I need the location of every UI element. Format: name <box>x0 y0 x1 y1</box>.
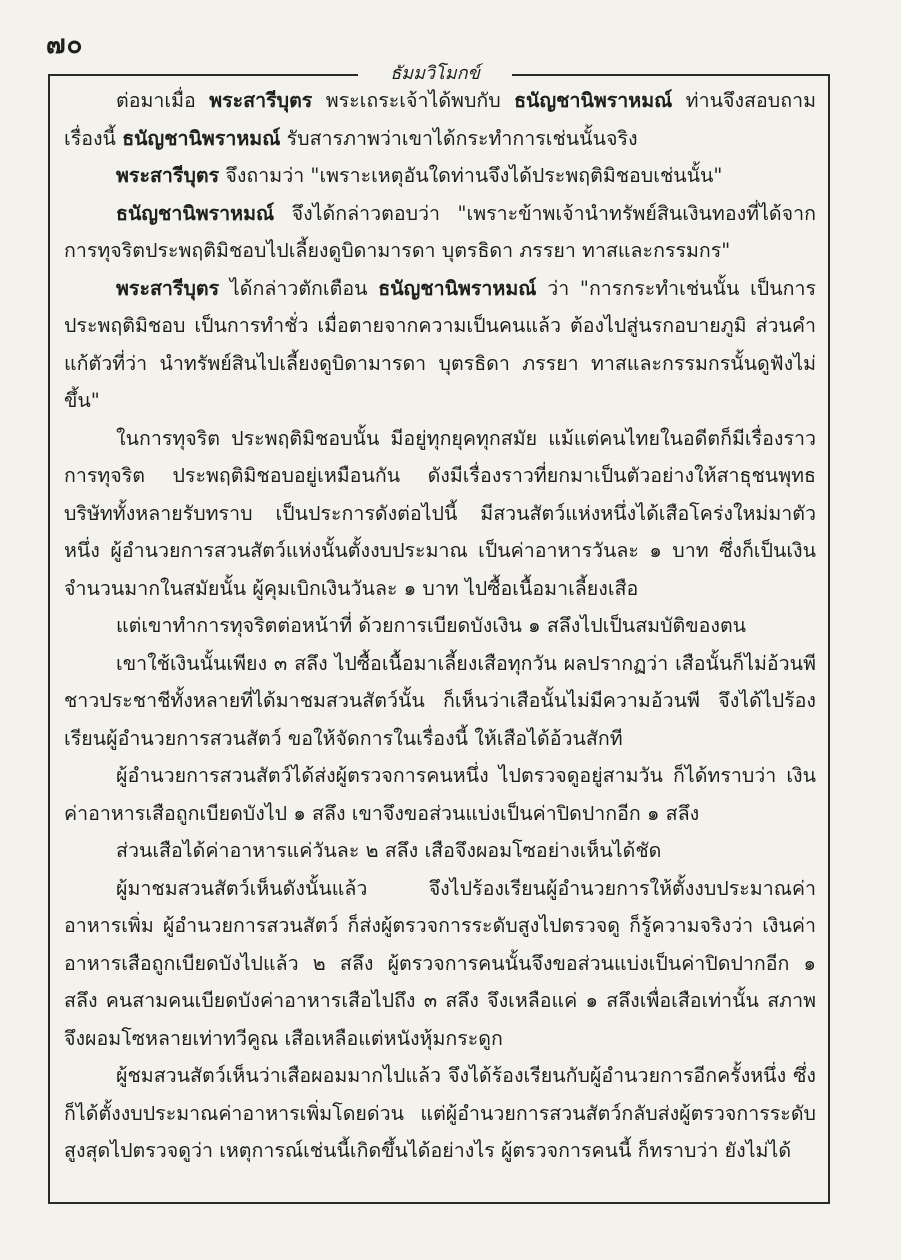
bold-name: ธนัญชานิพราหมณ์ <box>122 126 281 150</box>
bold-name: ธนัญชานิพราหมณ์ <box>116 201 275 225</box>
text-span: ผู้มาชมสวนสัตว์เห็นดังนั้นแล้ว จึงไปร้องเรียนผู้อำนวยการให้ตั้งงบประมาณค่าอาหารเพิ่ม ผู้อำนวยการสวนสัตว์ ก็ส่งผู้ตรวจการระดับสูงไปตรวจดู ก็รู้ความจริงว่า เงินค่าอาหารเสือถูกเบียดบังไปแล้ว ๒ สลึง ผู้ตรวจการคนนั้นจึงขอส่วนแบ่งเป็นค่าปิดปากอีก ๑ สลึง คนสามคนเบียดบังค่าอาหารเสือไปถึง ๓ สลึง จึงเหลือแค่ ๑ สลึงเพื่อเสือเท่านั้น สภาพจึงผอมโซหลายเท่าทวีคูณ เสือเหลือแต่หนังหุ้มกระดูก <box>64 876 816 1050</box>
paragraph <box>64 195 816 270</box>
text-span: จึงถามว่า "เพราะเหตุอันใดท่านจึงได้ประพฤติมิชอบเช่นนั้น" <box>219 164 723 187</box>
bold-name: พระสารีบุตร <box>209 89 313 112</box>
text-span: ต่อมาเมื่อ <box>116 89 210 112</box>
paragraph <box>64 157 816 195</box>
frame-top-rule-left <box>48 74 358 76</box>
text-span: ผู้อำนวยการสวนสัตว์ได้ส่งผู้ตรวจการคนหนึ่ง ไปตรวจดูอยู่สามวัน ก็ได้ทราบว่า เงินค่าอาหารเสือถูกเบียดบังไป ๑ สลึง เขาจึงขอส่วนแบ่งเป็นค่าปิดปากอีก ๑ สลึง <box>64 764 816 825</box>
paragraph <box>64 607 816 645</box>
frame-top-rule-right <box>512 74 830 76</box>
bold-name: ธนัญชานิพราหมณ์ <box>514 89 673 112</box>
text-span: ว่า "การกระทำเช่นนั้น เป็นการประพฤติมิชอบ เป็นการทำชั่ว เมื่อตายจากความเป็นคนแล้ว ต้องไปสู่นรกอบายภูมิ ส่วนคำแก้ตัวที่ว่า นำทรัพย์สินไปเลี้ยงดูบิดามารดา บุตรธิดา ภรรยา ทาสและกรรมกรนั้นดูฟังไม่ขึ้น" <box>64 276 816 412</box>
bold-name: ธนัญชานิพราหมณ์ <box>378 276 537 300</box>
text-span: ส่วนเสือได้ค่าอาหารแค่วันละ ๒ สลึง เสือจึงผอมโซอย่างเห็นได้ชัด <box>116 839 662 862</box>
body-text <box>64 82 816 1170</box>
running-header: ธัมมวิโมกข์ <box>390 63 480 84</box>
bold-name: พระสารีบุตร <box>116 276 220 300</box>
text-span: แต่เขาทำการทุจริตต่อหน้าที่ ด้วยการเบียดบังเงิน ๑ สลึงไปเป็นสมบัติของตน <box>116 614 747 637</box>
paragraph <box>64 870 816 1058</box>
page-number: ๗๐ <box>46 30 84 60</box>
paragraph <box>64 832 816 870</box>
text-span: จึงได้กล่าวตอบว่า "เพราะข้าพเจ้านำทรัพย์สินเงินทองที่ได้จากการทุจริตประพฤติมิชอบไปเลี้ยงดูบิดามารดา บุตรธิดา ภรรยา ทาสและกรรมกร" <box>64 201 816 262</box>
text-span: พระเถระเจ้าได้พบกับ <box>312 89 515 112</box>
text-span: ผู้ชมสวนสัตว์เห็นว่าเสือผอมมากไปแล้ว จึงได้ร้องเรียนกับผู้อำนวยการอีกครั้งหนึ่ง ซึ่งก็ได้ตั้งงบประมาณค่าอาหารเพิ่มโดยด่วน แต่ผู้อำนวยการสวนสัตว์กลับส่งผู้ตรวจการระดับสูงสุดไปตรวจดูว่า เหตุการณ์เช่นนี้เกิดขึ้นได้อย่างไร ผู้ตรวจการคนนี้ ก็ทราบว่า ยังไม่ได้ <box>64 1064 816 1162</box>
text-span: ได้กล่าวตักเตือน <box>219 276 379 300</box>
text-span: ท่านจึงสอบถามเรื่องนี้ <box>64 89 816 150</box>
text-span: เขาใช้เงินนั้นเพียง ๓ สลึง ไปซื้อเนื้อมาเลี้ยงเสือทุกวัน ผลปรากฏว่า เสือนั้นก็ไม่อ้วนพี ชาวประชาชีทั้งหลายที่ได้มาชมสวนสัตว์นั้น ก็เห็นว่าเสือนั้นไม่มีความอ้วนพี จึงได้ไปร้องเรียนผู้อำนวยการสวนสัตว์ ขอให้จัดการในเรื่องนี้ ให้เสือได้อ้วนสักที <box>64 651 816 750</box>
text-span: รับสารภาพว่าเขาได้กระทำการเช่นนั้นจริง <box>280 126 638 150</box>
paragraph <box>64 645 816 758</box>
bold-name: พระสารีบุตร <box>116 164 220 187</box>
paragraph <box>64 1057 816 1170</box>
paragraph <box>64 420 816 608</box>
paragraph <box>64 757 816 832</box>
paragraph <box>64 82 816 157</box>
paragraph <box>64 270 816 420</box>
text-span: ในการทุจริต ประพฤติมิชอบนั้น มีอยู่ทุกยุคทุกสมัย แม้แต่คนไทยในอดีตก็มีเรื่องราวการทุจริต ประพฤติมิชอบอยู่เหมือนกัน ดังมีเรื่องราวที่ยกมาเป็นตัวอย่างให้สาธุชนพุทธบริษัททั้งหลายรับทราบ เป็นประการดังต่อไปนี้ มีสวนสัตว์แห่งหนึ่งได้เสือโคร่งใหม่มาตัวหนึ่ง ผู้อำนวยการสวนสัตว์แห่งนั้นตั้งงบประมาณ เป็นค่าอาหารวันละ ๑ บาท ซึ่งก็เป็นเงินจำนวนมากในสมัยนั้น ผู้คุมเบิกเงินวันละ ๑ บาท ไปซื้อเนื้อมาเลี้ยงเสือ <box>64 426 816 600</box>
